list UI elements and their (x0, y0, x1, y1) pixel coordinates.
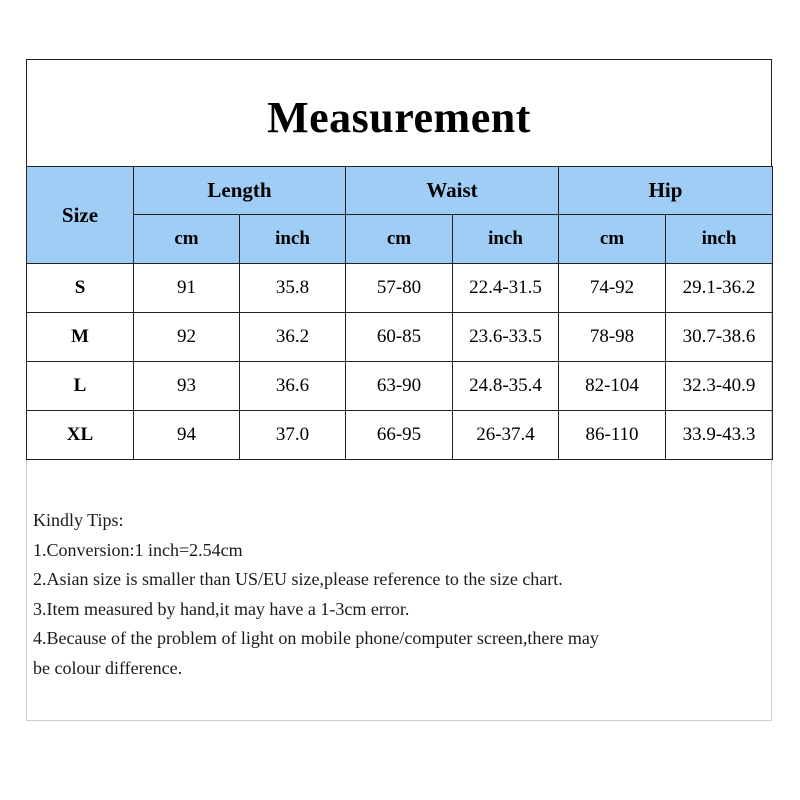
table-cell: 93 (134, 362, 240, 411)
tip-line: 4.Because of the problem of light on mobile phone/computer screen,there may (33, 628, 599, 648)
unit-header: cm (559, 215, 666, 264)
table-cell: 36.6 (240, 362, 346, 411)
unit-header: cm (346, 215, 453, 264)
size-header: Size (27, 167, 134, 264)
unit-header: inch (240, 215, 346, 264)
table-cell: 60-85 (346, 313, 453, 362)
tips-heading: Kindly Tips: (33, 510, 124, 530)
table-cell: 57-80 (346, 264, 453, 313)
tip-line: 3.Item measured by hand,it may have a 1-3cm error. (33, 598, 410, 619)
table-cell: 94 (134, 411, 240, 460)
table-cell: 35.8 (240, 264, 346, 313)
table-cell: 63-90 (346, 362, 453, 411)
table-cell: 37.0 (240, 411, 346, 460)
table-cell: 22.4-31.5 (453, 264, 559, 313)
size-table (26, 166, 773, 460)
table-cell: 24.8-35.4 (453, 362, 559, 411)
size-cell: M (27, 313, 134, 362)
size-cell: S (27, 264, 134, 313)
group-header-length: Length (134, 167, 346, 215)
table-cell: 29.1-36.2 (666, 264, 773, 313)
table-cell: 32.3-40.9 (666, 362, 773, 411)
unit-header: inch (453, 215, 559, 264)
table-row (27, 264, 773, 313)
unit-header: cm (134, 215, 240, 264)
title-box (26, 59, 772, 166)
group-header-hip: Hip (559, 167, 773, 215)
table-cell: 26-37.4 (453, 411, 559, 460)
table-row (27, 411, 773, 460)
table-cell: 86-110 (559, 411, 666, 460)
table-cell: 92 (134, 313, 240, 362)
table-header-groups (27, 167, 773, 215)
table-cell: 23.6-33.5 (453, 313, 559, 362)
table-cell: 36.2 (240, 313, 346, 362)
unit-header: inch (666, 215, 773, 264)
group-header-waist: Waist (346, 167, 559, 215)
tip-line: 2.Asian size is smaller than US/EU size,please reference to the size chart. (33, 569, 563, 589)
size-cell: L (27, 362, 134, 411)
page-title: Measurement (267, 92, 531, 142)
tip-line: 1.Conversion:1 inch=2.54cm (33, 539, 243, 560)
size-cell: XL (27, 411, 134, 460)
table-row (27, 362, 773, 411)
table-cell: 33.9-43.3 (666, 411, 773, 460)
table-cell: 91 (134, 264, 240, 313)
table-header-units (27, 215, 773, 264)
table-cell: 30.7-38.6 (666, 313, 773, 362)
table-cell: 78-98 (559, 313, 666, 362)
table-cell: 82-104 (559, 362, 666, 411)
table-row (27, 313, 773, 362)
table-cell: 66-95 (346, 411, 453, 460)
table-cell: 74-92 (559, 264, 666, 313)
tip-line: be colour difference. (33, 657, 183, 678)
kindly-tips (33, 506, 773, 683)
